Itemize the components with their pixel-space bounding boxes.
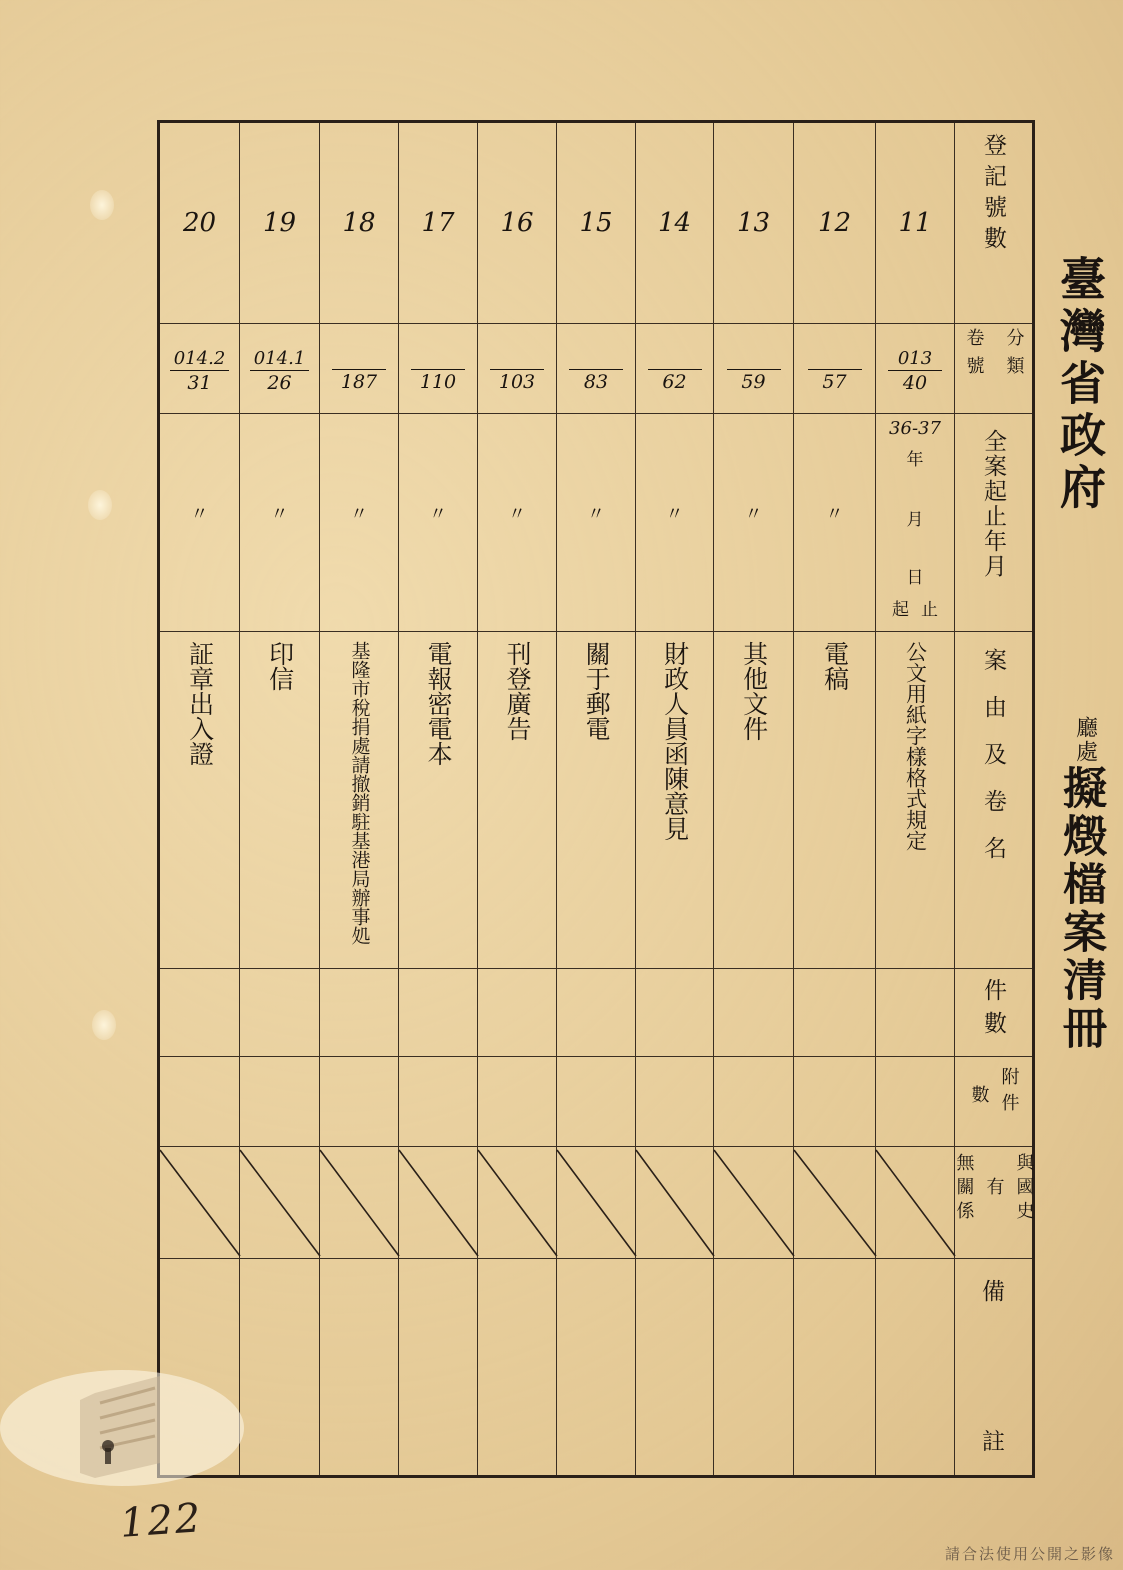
volume-number: 103 [498,371,536,393]
entry-column-18 [320,123,399,1475]
entry-column-11 [876,123,955,1475]
period-ditto: 〃 [825,504,844,525]
entry-column-20 [160,123,240,1475]
classification-code: 013 [888,348,942,371]
classification-code [411,348,465,370]
volume-number: 83 [583,371,609,393]
volume-number-cell [320,333,398,408]
volume-number: 26 [267,371,292,394]
period-ditto: 〃 [508,504,526,525]
classification-code [490,348,544,370]
subject-text: 公文用紙字樣格式規定 [903,641,928,851]
volume-number-cell [714,333,793,408]
period-ditto: 〃 [270,504,289,525]
subject-text: 其他文件 [739,641,769,741]
classification-code [569,348,623,370]
classification-code [332,348,386,370]
volume-number-cell [478,333,556,408]
subject-text: 刊登廣告 [503,641,533,741]
period-start-end [876,595,954,619]
strike-line [240,1150,320,1256]
volume-number-cell [557,333,635,408]
item-count-header: 件數 [980,977,1006,1044]
punch-hole [90,190,114,220]
national-history-relation-header: 無關係 有 與國史 [953,1153,1035,1225]
subject-text: 証章出入證 [185,641,215,766]
period-ditto: 〃 [190,504,209,525]
period-ditto: 〃 [429,504,447,525]
subject-text: 電稿 [820,641,850,691]
registration-number: 19 [262,208,297,238]
strike-line [160,1150,240,1256]
volume-number-cell [160,333,239,408]
entry-column-17 [399,123,478,1475]
classification-code [648,348,702,370]
entry-column-14 [636,123,714,1475]
punch-hole [92,1010,116,1040]
volume-number: 187 [340,371,378,393]
entry-column-19 [240,123,320,1475]
archive-logo-icon [0,1368,245,1490]
registration-number: 14 [657,208,692,238]
period-start-label: 起 [892,600,909,620]
period-end-label: 止 [921,600,938,620]
registration-number: 17 [421,208,455,238]
strike-line [557,1150,636,1256]
attachment-header: 數 附件 [968,1067,1020,1119]
volume-number: 57 [822,371,847,393]
diagonal-strike-lines [160,1148,1035,1258]
volume-number-cell [399,333,477,408]
classification-code [808,348,862,370]
handwritten-page-number: 122 [118,1495,204,1547]
subject-text: 印信 [265,641,295,691]
period-day-label: 日 [906,568,924,588]
remarks-header-bottom: 註 [982,1429,1005,1455]
subject-text: 電報密電本 [424,641,454,766]
header-column [953,123,1035,1475]
subject-header: 案由及卷名 [980,648,1006,883]
volume-number: 40 [902,371,928,394]
classification-code: 014.1 [250,348,310,371]
strike-line [636,1150,714,1256]
registration-number: 13 [736,208,771,238]
register-title: 擬燬檔案清冊 [1055,765,1106,1053]
ledger-table [157,120,1035,1478]
remarks-header-top: 備 [982,1279,1005,1305]
volume-number-cell [636,333,713,408]
registration-number-header: 登記號數 [980,133,1006,257]
entry-column-12 [794,123,876,1475]
classification-code [727,348,781,370]
entry-column-15 [557,123,636,1475]
period-year-label: 年 [906,450,924,470]
registration-number: 20 [182,208,217,238]
period-header: 全案起止年月 [980,429,1006,579]
strike-line [478,1150,557,1256]
subject-text: 關于郵電 [582,641,612,741]
registration-number: 18 [342,208,376,238]
registration-number: 12 [817,208,852,238]
registration-number: 15 [579,208,613,238]
strike-line [794,1150,876,1256]
registration-number: 11 [898,208,932,238]
classification-code: 014.2 [170,348,230,371]
period-year-range: 36-37 [889,418,941,439]
volume-number-cell [240,333,319,408]
usage-watermark: 請合法使用公開之影像 [944,1545,1115,1563]
period-ditto: 〃 [587,504,605,525]
volume-number: 110 [419,371,457,393]
volume-number: 31 [187,371,212,394]
entry-column-13 [714,123,794,1475]
entry-column-16 [478,123,557,1475]
strike-line [320,1150,399,1256]
registration-number: 16 [500,208,534,238]
punch-hole [88,490,112,520]
volume-number: 59 [741,371,766,393]
volume-number: 62 [662,371,687,393]
volume-number-cell [876,333,954,408]
page-title: 臺灣省政府 [1053,255,1107,515]
subject-text: 財政人員函陳意見 [660,641,690,841]
department-label: 廳處 [1072,716,1098,764]
volume-number-cell [794,333,875,408]
volume-header: 卷號 分類 [963,328,1025,384]
subject-text: 基隆市稅捐處請撤銷駐基港局辦事処 [348,641,371,945]
period-month-label: 月 [906,510,924,530]
period-ditto: 〃 [744,504,763,525]
strike-line [399,1150,478,1256]
strike-line [714,1150,794,1256]
period-ditto: 〃 [665,504,684,525]
period-ditto: 〃 [350,504,368,525]
strike-line [876,1150,955,1256]
